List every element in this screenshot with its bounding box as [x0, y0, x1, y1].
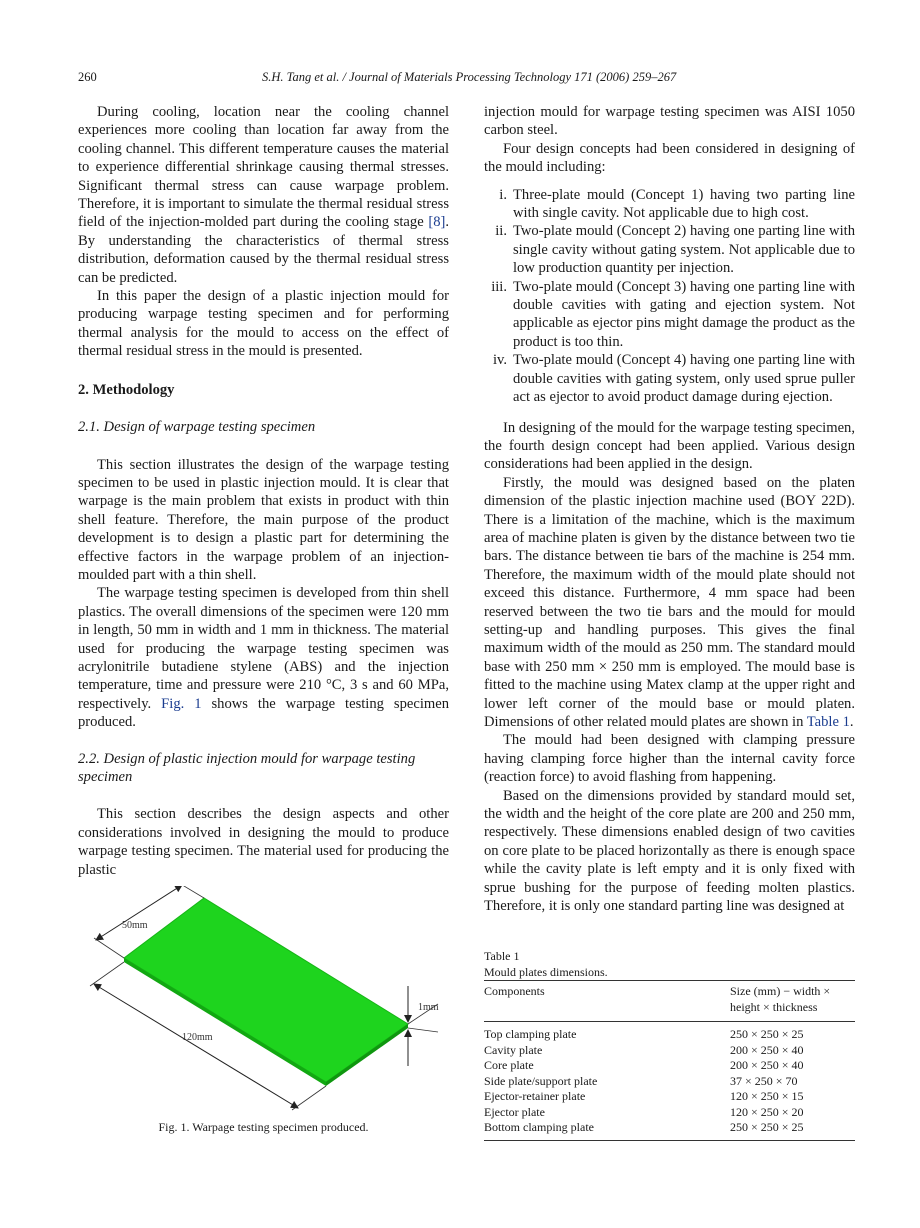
left-column [78, 103, 449, 879]
table-1 [484, 949, 855, 1141]
table-cell-size: 200 × 250 × 40 [730, 1058, 804, 1072]
figure-1 [78, 886, 449, 1126]
table-cell-component: Core plate [484, 1058, 534, 1072]
table-cell-component: Top clamping plate [484, 1027, 577, 1041]
table-cell-size: 120 × 250 × 20 [730, 1104, 804, 1119]
paragraph: This section illustrates the design of the warpage testing specimen to be used in plastic injection mould. It is clear that warpage is the main problem that exists in product with thin shell feature. Therefore, the main purpose of the product development is to design a plastic part for determining the effective factors in the warpage problem of an injection-moulded part with a thin shell. [78, 456, 449, 583]
running-title: S.H. Tang et al. / Journal of Materials Processing Technology 171 (2006) 259–267 [262, 70, 677, 84]
table-header-components: Components [484, 984, 545, 998]
list-number: iv. [492, 352, 507, 369]
table-cell-size: 200 × 250 × 40 [730, 1042, 804, 1057]
subsection-heading: 2.1. Design of warpage testing specimen [78, 419, 316, 436]
table-cell-component: Cavity plate [484, 1042, 543, 1057]
width-label: 50mm [122, 920, 148, 931]
table-row [484, 1022, 855, 1043]
table-cell-size: 120 × 250 × 15 [730, 1089, 804, 1103]
table-cell-component: Ejector-retainer plate [484, 1089, 586, 1103]
paragraph: In designing of the mould for the warpage testing specimen, the fourth design concept had been applied. Various design considerations had been applied in the design. [484, 419, 855, 473]
table-cell-size: 37 × 250 × 70 [730, 1073, 798, 1088]
table-cell-component: Bottom clamping plate [484, 1120, 594, 1134]
design-concept-list [484, 186, 855, 407]
paragraph [484, 474, 855, 732]
page-number: 260 [78, 70, 97, 84]
length-label: 120mm [182, 1032, 213, 1043]
table-header-size-line2: height × thickness [730, 999, 818, 1014]
paragraph [78, 103, 449, 287]
thickness-label: 1mm [418, 1002, 439, 1013]
list-number: ii. [495, 223, 507, 240]
table-cell-component: Side plate/support plate [484, 1073, 598, 1088]
paragraph-text: The warpage testing specimen is developed from thin shell plastics. The overall dimensions of the specimen were 120 mm in length, 50 mm in width and 1 mm in thickness. The material used for producing the warpage testing specimen was acrylonitrile butadiene stylene (ABS) and the injection temperature, time and pressure were 210 °C, 3 s and 60 MPa, respectively. [78, 585, 449, 712]
paragraph [78, 584, 449, 731]
paragraph-text: . By understanding the characteristics of thermal stress distribution, deformation caused by the thermal residual stress can be predicted. [78, 214, 450, 286]
list-number: i. [499, 186, 507, 203]
section-heading: 2. Methodology [78, 381, 175, 398]
list-item [484, 278, 855, 352]
table-row [484, 1043, 855, 1059]
list-item [484, 222, 855, 277]
subsection-heading: 2.2. Design of plastic injection mould for warpage testing specimen [78, 750, 416, 785]
paragraph-text: . [849, 714, 854, 730]
reference-link[interactable]: [8] [428, 214, 446, 231]
table-cell-component: Ejector plate [484, 1104, 545, 1119]
figure-caption: Fig. 1. Warpage testing specimen produced. [158, 1120, 369, 1134]
table-link[interactable]: Table 1 [806, 714, 850, 730]
list-item [484, 351, 855, 406]
list-item [484, 186, 855, 223]
list-number: iii. [491, 278, 507, 295]
dimensions-table [484, 980, 855, 1141]
list-text: Two-plate mould (Concept 2) having one parting line with single cavity without gating system. Not applicable due to low production quantity per injection. [513, 223, 855, 277]
list-text: Three-plate mould (Concept 1) having two parting line with single cavity. Not applicable due to high cost. [513, 186, 855, 222]
figure-link[interactable]: Fig. 1 [161, 695, 202, 712]
list-text: Two-plate mould (Concept 3) having one parting line with double cavities with gating and ejection system. Not applicable as ejector pins might damage the product as the product is too thin. [513, 278, 855, 350]
table-caption: Mould plates dimensions. [484, 964, 608, 979]
paragraph-text: During cooling, location near the cooling channel experiences more cooling than location far away from the cooling channel. This different temperature causes the material to experience differential shrinkage causing thermal stresses. Significant thermal stress can cause warpage problem. Therefore, it is important to simulate the thermal residual stress field of the injection-molded part during the cooling stage [78, 104, 449, 231]
table-header-size-line1: Size (mm) − width × [730, 984, 831, 998]
table-row [484, 1089, 855, 1105]
table-row [484, 1120, 855, 1140]
paragraph-text: shows the warpage testing specimen produced. [78, 695, 450, 731]
paragraph: injection mould for warpage testing specimen was AISI 1050 carbon steel. [484, 104, 855, 139]
right-column [484, 103, 855, 915]
table-row [484, 1105, 855, 1121]
paragraph: In this paper the design of a plastic injection mould for producing warpage testing specimen and for performing thermal analysis for the mould to access on the effect of thermal residual stress in the mould is presented. [78, 288, 449, 360]
paragraph: The mould had been designed with clamping pressure having clamping force higher than the internal cavity force (reaction force) to avoid flashing from happening. [484, 732, 855, 786]
specimen-illustration [78, 886, 449, 1126]
list-text: Two-plate mould (Concept 4) having one parting line with double cavities with gating system, only used sprue puller act as ejector to avoid product damage during ejection. [513, 352, 855, 406]
paragraph: Four design concepts had been considered in designing of the mould including: [484, 140, 855, 176]
paragraph: Based on the dimensions provided by standard mould set, the width and the height of the core plate are 200 and 250 mm, respectively. These dimensions enabled design of two cavities on core plate to be placed horizontally as there is enough space while the cavity plate is left empty and it is only fixed with sprue bushing for the purpose of feeding molten plastics. Therefore, it is only one standard parting line was designed at [484, 787, 855, 915]
table-header-size [730, 981, 855, 1022]
table-cell-size: 250 × 250 × 25 [730, 1120, 804, 1134]
table-row [484, 1058, 855, 1074]
table-cell-size: 250 × 250 × 25 [730, 1027, 804, 1041]
paragraph: This section describes the design aspects and other considerations involved in designing the mould to produce warpage testing specimen. The material used for producing the plastic [78, 806, 449, 878]
paragraph-text: Firstly, the mould was designed based on the platen dimension of the plastic injection machine used (BOY 22D). There is a limitation of the machine, which is the maximum area of machine platen is given by the distance between two tie bars. The distance between tie bars of the machine is 254 mm. Therefore, the maximum width of the mould plate should not exceed this distance. Furthermore, 4 mm space had been reserved between the two tie bars and the mould for mould setting-up and handling purposes. This gives the final maximum width of the mould as 250 mm. The standard mould base with 250 mm × 250 mm is employed. The mould base is fitted to the machine using Matex clamp at the upper right and lower left corner of the mould base or mould platen. Dimensions of other related mould plates are shown in [484, 474, 855, 730]
table-row [484, 1074, 855, 1090]
table-label: Table 1 [484, 949, 520, 963]
